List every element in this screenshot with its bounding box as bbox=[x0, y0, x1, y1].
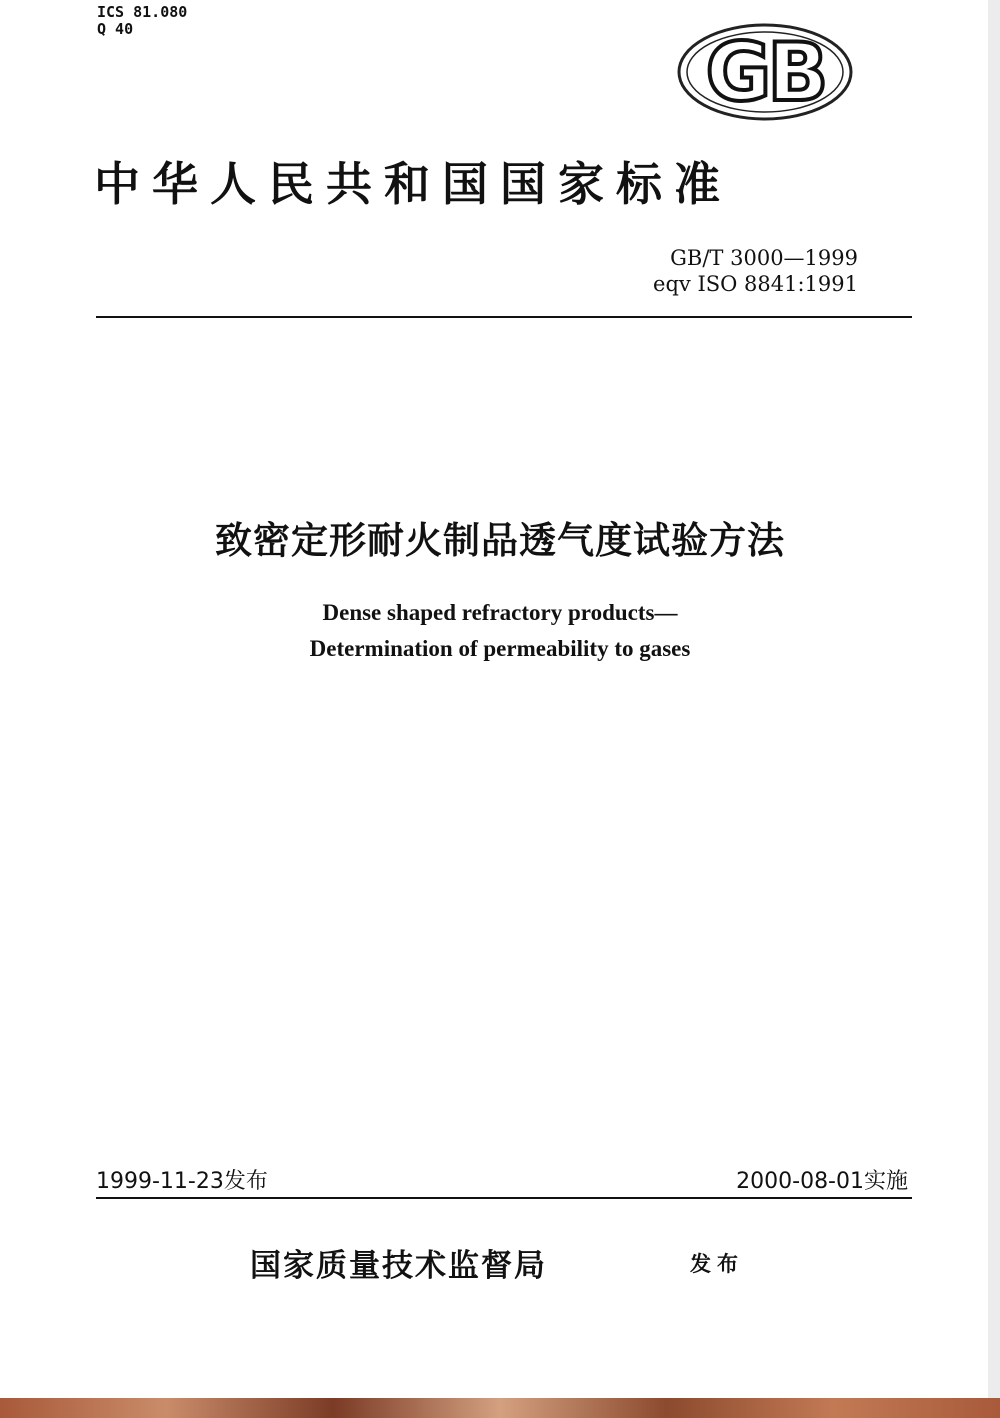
english-title-line-1: Dense shaped refractory products— bbox=[322, 600, 678, 625]
national-standard-heading: 中华人民共和国国家标准 bbox=[94, 157, 732, 211]
equivalent-standard: eqv ISO 8841:1991 bbox=[653, 272, 858, 296]
english-title-line-2: Determination of permeability to gases bbox=[309, 636, 691, 661]
header-divider bbox=[96, 316, 912, 318]
issuing-action: 发布 bbox=[690, 1252, 744, 1276]
footer-divider bbox=[96, 1197, 912, 1199]
page-edge-shadow bbox=[988, 0, 1000, 1418]
gb-logo bbox=[676, 22, 854, 122]
chinese-title: 致密定形耐火制品透气度试验方法 bbox=[215, 519, 785, 562]
bottom-edge-strip bbox=[0, 1398, 1000, 1418]
issuing-authority: 国家质量技术监督局 bbox=[250, 1248, 547, 1284]
ics-code: ICS 81.080 bbox=[97, 3, 188, 21]
classification-code: Q 40 bbox=[97, 20, 134, 38]
issue-date: 1999-11-23发布 bbox=[96, 1169, 268, 1194]
implementation-date: 2000-08-01实施 bbox=[736, 1169, 908, 1194]
svg-text:GB: GB bbox=[705, 26, 825, 119]
standard-number: GB/T 3000—1999 bbox=[670, 246, 858, 270]
